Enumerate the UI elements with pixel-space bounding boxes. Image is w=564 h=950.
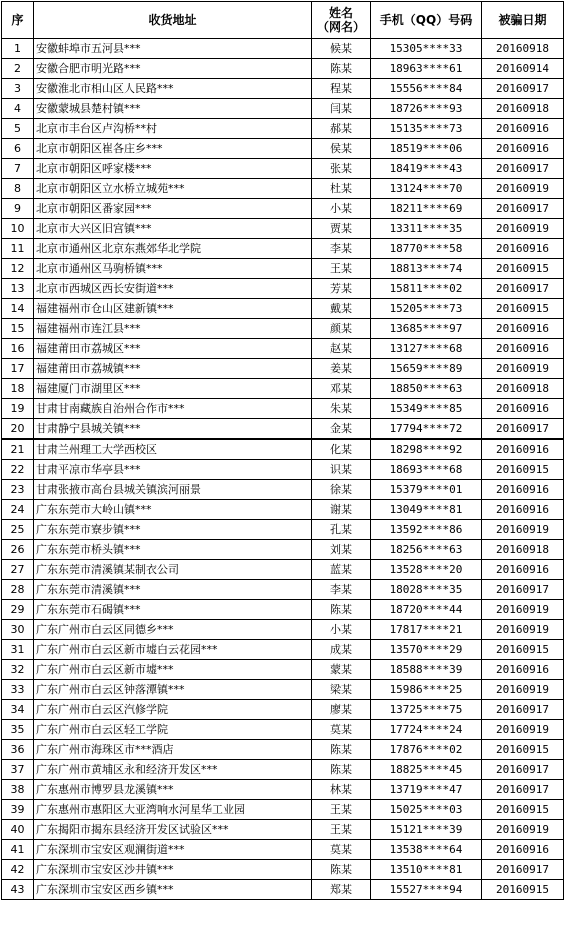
phone-cell: 18256****63	[371, 540, 482, 560]
address-cell: 广东深圳市宝安区沙井镇***	[34, 860, 312, 880]
phone-cell: 15811****02	[371, 279, 482, 299]
address-cell: 福建莆田市荔城镇***	[34, 359, 312, 379]
address-cell: 广东惠州市惠阳区大亚湾响水河星华工业园	[34, 800, 312, 820]
name-cell: 戴某	[312, 299, 371, 319]
name-cell: 王某	[312, 259, 371, 279]
table-row	[2, 279, 564, 299]
address-cell: 北京市朝阳区呼家楼***	[34, 159, 312, 179]
name-cell: 陈某	[312, 740, 371, 760]
address-cell: 广东东莞市寮步镇***	[34, 520, 312, 540]
table-row	[2, 520, 564, 540]
name-cell: 王某	[312, 800, 371, 820]
date-cell: 20160917	[482, 700, 564, 720]
table-row	[2, 760, 564, 780]
name-cell: 莫某	[312, 720, 371, 740]
table-row	[2, 39, 564, 59]
table-row	[2, 740, 564, 760]
row-number: 26	[2, 540, 34, 560]
name-cell: 候某	[312, 39, 371, 59]
address-cell: 广东广州市白云区新市墟***	[34, 660, 312, 680]
row-number: 7	[2, 159, 34, 179]
name-cell: 梁某	[312, 680, 371, 700]
date-cell: 20160916	[482, 560, 564, 580]
date-cell: 20160916	[482, 480, 564, 500]
table-header-row	[2, 2, 564, 39]
phone-cell: 13127****68	[371, 339, 482, 359]
phone-cell: 13510****81	[371, 860, 482, 880]
address-cell: 广东深圳市宝安区观澜街道***	[34, 840, 312, 860]
phone-cell: 13592****86	[371, 520, 482, 540]
row-number: 2	[2, 59, 34, 79]
table-row	[2, 860, 564, 880]
date-cell: 20160919	[482, 219, 564, 239]
address-cell: 甘肃张掖市高台县城关镇滨河丽景	[34, 480, 312, 500]
phone-cell: 13124****70	[371, 179, 482, 199]
phone-cell: 18770****58	[371, 239, 482, 259]
date-cell: 20160918	[482, 540, 564, 560]
phone-cell: 15025****03	[371, 800, 482, 820]
address-cell: 福建福州市连江县***	[34, 319, 312, 339]
row-number: 37	[2, 760, 34, 780]
row-number: 3	[2, 79, 34, 99]
date-cell: 20160917	[482, 199, 564, 219]
phone-cell: 15349****85	[371, 399, 482, 419]
table-row	[2, 379, 564, 399]
name-cell: 小某	[312, 199, 371, 219]
table-row	[2, 359, 564, 379]
date-cell: 20160917	[482, 79, 564, 99]
date-cell: 20160919	[482, 680, 564, 700]
phone-cell: 18419****43	[371, 159, 482, 179]
date-cell: 20160916	[482, 840, 564, 860]
name-cell: 识某	[312, 460, 371, 480]
date-cell: 20160914	[482, 59, 564, 79]
address-cell: 甘肃兰州理工大学西校区	[34, 439, 312, 460]
date-cell: 20160916	[482, 500, 564, 520]
date-cell: 20160917	[482, 760, 564, 780]
header-name-line1: 姓名	[328, 6, 353, 20]
address-cell: 广东广州市海珠区市***酒店	[34, 740, 312, 760]
date-cell: 20160916	[482, 139, 564, 159]
table-row	[2, 540, 564, 560]
address-cell: 北京市通州区北京东燕郊华北学院	[34, 239, 312, 259]
name-cell: 陈某	[312, 59, 371, 79]
name-cell: 林某	[312, 780, 371, 800]
header-no: 序	[2, 2, 34, 39]
table-row	[2, 720, 564, 740]
phone-cell: 15205****73	[371, 299, 482, 319]
table-row	[2, 460, 564, 480]
phone-cell: 18693****68	[371, 460, 482, 480]
row-number: 17	[2, 359, 34, 379]
phone-cell: 18298****92	[371, 439, 482, 460]
row-number: 18	[2, 379, 34, 399]
date-cell: 20160917	[482, 780, 564, 800]
address-cell: 福建厦门市湖里区***	[34, 379, 312, 399]
table-row	[2, 179, 564, 199]
table-row	[2, 640, 564, 660]
row-number: 34	[2, 700, 34, 720]
phone-cell: 15305****33	[371, 39, 482, 59]
name-cell: 谢某	[312, 500, 371, 520]
row-number: 16	[2, 339, 34, 359]
row-number: 28	[2, 580, 34, 600]
name-cell: 赵某	[312, 339, 371, 359]
row-number: 36	[2, 740, 34, 760]
name-cell: 蓝某	[312, 560, 371, 580]
row-number: 14	[2, 299, 34, 319]
date-cell: 20160917	[482, 860, 564, 880]
name-cell: 小某	[312, 620, 371, 640]
phone-cell: 17724****24	[371, 720, 482, 740]
phone-cell: 15659****89	[371, 359, 482, 379]
table-row	[2, 680, 564, 700]
phone-cell: 18850****63	[371, 379, 482, 399]
table-row	[2, 139, 564, 159]
phone-cell: 13725****75	[371, 700, 482, 720]
address-cell: 广东广州市白云区轻工学院	[34, 720, 312, 740]
address-cell: 北京市大兴区旧宫镇***	[34, 219, 312, 239]
phone-cell: 13719****47	[371, 780, 482, 800]
phone-cell: 13049****81	[371, 500, 482, 520]
phone-cell: 13538****64	[371, 840, 482, 860]
row-number: 12	[2, 259, 34, 279]
row-number: 27	[2, 560, 34, 580]
name-cell: 陈某	[312, 600, 371, 620]
phone-cell: 15527****94	[371, 880, 482, 900]
row-number: 39	[2, 800, 34, 820]
date-cell: 20160919	[482, 359, 564, 379]
table-row	[2, 319, 564, 339]
row-number: 15	[2, 319, 34, 339]
address-cell: 广东东莞市石碣镇***	[34, 600, 312, 620]
phone-cell: 18825****45	[371, 760, 482, 780]
table-row	[2, 259, 564, 279]
address-cell: 北京市丰台区卢沟桥**村	[34, 119, 312, 139]
phone-cell: 15556****84	[371, 79, 482, 99]
name-cell: 孔某	[312, 520, 371, 540]
address-cell: 广东惠州市博罗县龙溪镇***	[34, 780, 312, 800]
row-number: 9	[2, 199, 34, 219]
row-number: 20	[2, 419, 34, 440]
name-cell: 刘某	[312, 540, 371, 560]
name-cell: 李某	[312, 239, 371, 259]
name-cell: 杜某	[312, 179, 371, 199]
name-cell: 莫某	[312, 840, 371, 860]
date-cell: 20160917	[482, 580, 564, 600]
name-cell: 芳某	[312, 279, 371, 299]
row-number: 8	[2, 179, 34, 199]
row-number: 33	[2, 680, 34, 700]
row-number: 6	[2, 139, 34, 159]
table-row	[2, 500, 564, 520]
phone-cell: 18963****61	[371, 59, 482, 79]
name-cell: 朱某	[312, 399, 371, 419]
name-cell: 张某	[312, 159, 371, 179]
address-cell: 福建福州市仓山区建新镇***	[34, 299, 312, 319]
name-cell: 蒙某	[312, 660, 371, 680]
name-cell: 徐某	[312, 480, 371, 500]
date-cell: 20160918	[482, 39, 564, 59]
address-cell: 甘肃甘南藏族自治州合作市***	[34, 399, 312, 419]
phone-cell: 17794****72	[371, 419, 482, 440]
date-cell: 20160916	[482, 319, 564, 339]
row-number: 1	[2, 39, 34, 59]
date-cell: 20160915	[482, 259, 564, 279]
table-row	[2, 480, 564, 500]
address-cell: 广东东莞市大岭山镇***	[34, 500, 312, 520]
row-number: 11	[2, 239, 34, 259]
name-cell: 成某	[312, 640, 371, 660]
name-cell: 李某	[312, 580, 371, 600]
table-row	[2, 199, 564, 219]
address-cell: 广东东莞市清溪镇某制衣公司	[34, 560, 312, 580]
row-number: 22	[2, 460, 34, 480]
phone-cell: 13528****20	[371, 560, 482, 580]
address-cell: 安徽蒙城县楚村镇***	[34, 99, 312, 119]
table-row	[2, 419, 564, 440]
date-cell: 20160917	[482, 279, 564, 299]
table-row	[2, 600, 564, 620]
date-cell: 20160915	[482, 800, 564, 820]
row-number: 42	[2, 860, 34, 880]
row-number: 25	[2, 520, 34, 540]
date-cell: 20160919	[482, 720, 564, 740]
name-cell: 陈某	[312, 760, 371, 780]
table-row	[2, 59, 564, 79]
date-cell: 20160916	[482, 439, 564, 460]
date-cell: 20160919	[482, 620, 564, 640]
date-cell: 20160918	[482, 99, 564, 119]
date-cell: 20160917	[482, 159, 564, 179]
phone-cell: 13311****35	[371, 219, 482, 239]
row-number: 35	[2, 720, 34, 740]
phone-cell: 18028****35	[371, 580, 482, 600]
date-cell: 20160919	[482, 600, 564, 620]
header-phone: 手机（QQ）号码	[371, 2, 482, 39]
table-row	[2, 700, 564, 720]
address-cell: 广东深圳市宝安区西乡镇***	[34, 880, 312, 900]
table-row	[2, 660, 564, 680]
name-cell: 颜某	[312, 319, 371, 339]
row-number: 5	[2, 119, 34, 139]
table-row	[2, 159, 564, 179]
table-row	[2, 99, 564, 119]
row-number: 13	[2, 279, 34, 299]
table-row	[2, 299, 564, 319]
name-cell: 郑某	[312, 880, 371, 900]
row-number: 4	[2, 99, 34, 119]
phone-cell: 18813****74	[371, 259, 482, 279]
table-row	[2, 840, 564, 860]
phone-cell: 13570****29	[371, 640, 482, 660]
date-cell: 20160916	[482, 660, 564, 680]
date-cell: 20160916	[482, 399, 564, 419]
table-body	[2, 39, 564, 900]
table-row	[2, 119, 564, 139]
phone-cell: 13685****97	[371, 319, 482, 339]
name-cell: 侯某	[312, 139, 371, 159]
date-cell: 20160919	[482, 179, 564, 199]
phone-cell: 18588****39	[371, 660, 482, 680]
table-row	[2, 620, 564, 640]
phone-cell: 18720****44	[371, 600, 482, 620]
row-number: 41	[2, 840, 34, 860]
address-cell: 北京市朝阳区崔各庄乡***	[34, 139, 312, 159]
row-number: 10	[2, 219, 34, 239]
header-name	[312, 2, 371, 39]
address-cell: 北京市通州区马驹桥镇***	[34, 259, 312, 279]
date-cell: 20160916	[482, 119, 564, 139]
table-row	[2, 239, 564, 259]
address-cell: 北京市朝阳区立水桥立城苑***	[34, 179, 312, 199]
name-cell: 郝某	[312, 119, 371, 139]
address-cell: 福建莆田市荔城区***	[34, 339, 312, 359]
date-cell: 20160915	[482, 740, 564, 760]
row-number: 30	[2, 620, 34, 640]
row-number: 31	[2, 640, 34, 660]
name-cell: 姜某	[312, 359, 371, 379]
table-row	[2, 79, 564, 99]
name-cell: 程某	[312, 79, 371, 99]
address-cell: 安徽合肥市明光路***	[34, 59, 312, 79]
address-cell: 甘肃静宁县城关镇***	[34, 419, 312, 440]
row-number: 43	[2, 880, 34, 900]
phone-cell: 18519****06	[371, 139, 482, 159]
row-number: 38	[2, 780, 34, 800]
row-number: 24	[2, 500, 34, 520]
date-cell: 20160918	[482, 379, 564, 399]
address-cell: 安徽淮北市相山区人民路***	[34, 79, 312, 99]
phone-cell: 15379****01	[371, 480, 482, 500]
table-row	[2, 339, 564, 359]
date-cell: 20160915	[482, 880, 564, 900]
name-cell: 王某	[312, 820, 371, 840]
header-date: 被骗日期	[482, 2, 564, 39]
name-cell: 廖某	[312, 700, 371, 720]
row-number: 29	[2, 600, 34, 620]
name-cell: 贾某	[312, 219, 371, 239]
row-number: 32	[2, 660, 34, 680]
row-number: 40	[2, 820, 34, 840]
date-cell: 20160916	[482, 239, 564, 259]
phone-cell: 15986****25	[371, 680, 482, 700]
address-cell: 广东广州市白云区同德乡***	[34, 620, 312, 640]
table-row	[2, 219, 564, 239]
date-cell: 20160919	[482, 520, 564, 540]
phone-cell: 18211****69	[371, 199, 482, 219]
address-cell: 甘肃平凉市华亭县***	[34, 460, 312, 480]
phone-cell: 17876****02	[371, 740, 482, 760]
table-row	[2, 780, 564, 800]
date-cell: 20160916	[482, 339, 564, 359]
name-cell: 陈某	[312, 860, 371, 880]
table-row	[2, 880, 564, 900]
row-number: 23	[2, 480, 34, 500]
victim-table	[1, 1, 564, 900]
date-cell: 20160915	[482, 460, 564, 480]
name-cell: 闫某	[312, 99, 371, 119]
table-row	[2, 800, 564, 820]
row-number: 19	[2, 399, 34, 419]
address-cell: 北京市朝阳区番家园***	[34, 199, 312, 219]
date-cell: 20160915	[482, 299, 564, 319]
address-cell: 广东揭阳市揭东县经济开发区试验区***	[34, 820, 312, 840]
phone-cell: 15135****73	[371, 119, 482, 139]
date-cell: 20160919	[482, 820, 564, 840]
table-row	[2, 580, 564, 600]
header-name-line2: （网名）	[316, 20, 365, 34]
name-cell: 邓某	[312, 379, 371, 399]
address-cell: 北京市西城区西长安街道***	[34, 279, 312, 299]
address-cell: 广东广州市白云区新市墟白云花园***	[34, 640, 312, 660]
address-cell: 广东东莞市桥头镇***	[34, 540, 312, 560]
name-cell: 化某	[312, 439, 371, 460]
name-cell: 金某	[312, 419, 371, 440]
address-cell: 广东东莞市清溪镇***	[34, 580, 312, 600]
table-row	[2, 439, 564, 460]
table-row	[2, 820, 564, 840]
date-cell: 20160917	[482, 419, 564, 440]
phone-cell: 17817****21	[371, 620, 482, 640]
address-cell: 广东广州市白云区钟落潭镇***	[34, 680, 312, 700]
address-cell: 广东广州市白云区汽修学院	[34, 700, 312, 720]
table-row	[2, 560, 564, 580]
address-cell: 安徽蚌埠市五河县***	[34, 39, 312, 59]
address-cell: 广东广州市黄埔区永和经济开发区***	[34, 760, 312, 780]
phone-cell: 15121****39	[371, 820, 482, 840]
table-row	[2, 399, 564, 419]
row-number: 21	[2, 439, 34, 460]
phone-cell: 18726****93	[371, 99, 482, 119]
header-address: 收货地址	[34, 2, 312, 39]
date-cell: 20160915	[482, 640, 564, 660]
